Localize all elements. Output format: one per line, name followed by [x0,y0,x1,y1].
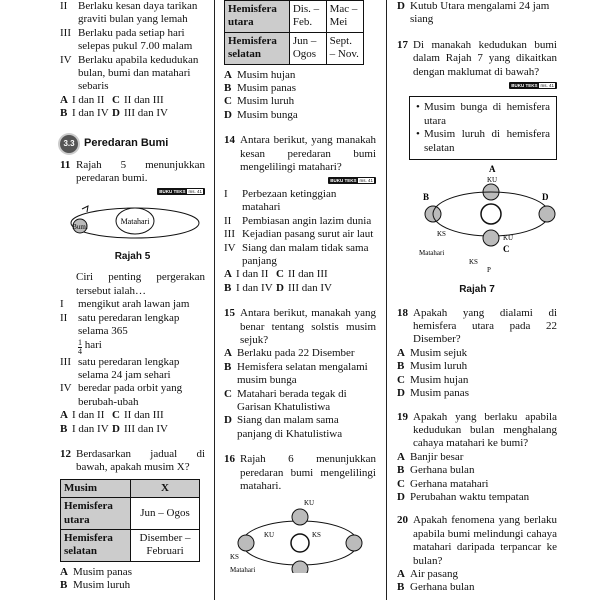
svg-text:D: D [542,192,549,203]
fraction-quarter: $\frac{1}{4}$ [78,337,82,356]
svg-text:B: B [423,192,430,203]
question-15: 15 Antara berikut, manakah yang benar tentang solstis musim sejuk? [224,307,376,346]
svg-text:KS: KS [230,553,239,562]
figure-caption: Rajah 7 [459,284,495,296]
question-20: 20 Apakah fenomena yang berlaku apabila bumi melindungi cahaya matahari daripada terpancar ke bulan? [397,514,557,567]
column-divider [214,0,215,600]
svg-text:KU: KU [487,176,498,185]
sun-label: Matahari [120,216,150,226]
section-heading [60,135,205,153]
svg-text:Matahari: Matahari [230,566,256,574]
diagram-rajah-7 [397,160,557,280]
question-17: 17 Di manakah kedudukan bumi dalam Rajah 7 yang dikaitkan dengan maklumat di bawah? [397,38,557,78]
svg-text:KS: KS [469,258,478,267]
question-16: 16 Rajah 6 menunjukkan peredaran bumi mengelilingi matahari. [224,453,376,492]
section-number: 3.3 [60,135,78,153]
earth-label: Bumi [72,222,88,231]
question-12: 12 Berdasarkan jadual di bawah, apakah musim X? [60,447,205,474]
question-14: 14 Antara berikut, yang manakah kesan peredaran bumi mengelilingi matahari? [224,134,376,174]
textbook-badge: BUKU TEKS ms. 41 [157,188,205,195]
svg-text:Matahari: Matahari [419,249,445,258]
column-divider [386,0,387,600]
figure-caption: Rajah 5 [114,251,151,263]
svg-text:C: C [503,244,510,255]
column-3: D Kutub Utara mengalami 24 jam siang 17 Di manakah kedudukan bumi dalam Rajah 7 yang dikaitkan dengan maklumat di bawah? BUKU TEKS ms. 41 • Musim bunga di hemisfera utara • Musim luruh di hemisfera selatan A KU B D C KS KU KS P Matahari Rajah 7 18 Apakah yang dialami di hemisfera utara pada 22 Disember? A Musim sejuk B Musim luruh C Musim hujan D Musim panas 19 Apakah yang berlaku apabila kedudukan bulan menghalang cahaya matahari ke bumi? A Banjir besar B Gerhana bulan C Gerhana matahari D Perubahan waktu tempatan 20 Apakah fenomena yang berlaku apabila bumi melindungi cahaya matahari daripada terpancar ke bulan? A Air pasang B Gerhana bulan [397,0,557,594]
svg-text:KU: KU [304,499,315,508]
column-2: Hemisfera utara Dis. – Feb. Mac – Mei Hemisfera selatan Jun – Ogos Sept. – Nov. A Musim hujan B Musim panas C Musim luruh D Musim bunga 14 Antara berikut, yang manakah kesan peredaran bumi mengelilingi matahari? BUKU TEKS ms. 41 I Perbezaan ketinggian matahari II Pembiasan angin lazim dunia III Kejadian pasang surut air laut IV Siang dan malam tidak sama panjang A I dan II C II dan III B I dan IV D III dan IV 15 Antara berikut, manakah yang benar tentang solstis musim sejuk? A Berlaku pada 22 Disember B Hemisfera selatan mengalami musim bunga C Matahari berada tegak di Garisan Khatulistiwa D Siang dan malam sama panjang di Khatulistiwa 16 Rajah 6 menunjukkan peredaran bumi mengelilingi matahari. KU KU KS KS Matahari [224,0,376,578]
svg-text:KS: KS [312,531,321,540]
seasons-table-continued: Hemisfera utara Dis. – Feb. Mac – Mei Hemisfera selatan Jun – Ogos Sept. – Nov. [224,0,364,65]
svg-text:KS: KS [437,230,446,239]
svg-text:P: P [487,266,491,275]
diagram-rajah-6 [224,493,376,573]
question-18: 18 Apakah yang dialami di hemisfera utara pada 22 Disember? [397,306,557,346]
question-11: 11 Rajah 5 menunjukkan peredaran bumi. [60,158,205,185]
info-box: • Musim bunga di hemisfera utara • Musim luruh di hemisfera selatan [409,96,557,160]
question-19: 19 Apakah yang berlaku apabila kedudukan bulan menghalang cahaya matahari ke bumi? [397,410,557,450]
seasons-table: Musim X Hemisfera utara Jun – Ogos Hemisfera selatan Disember – Februari [60,479,200,562]
answer-options: B I dan IV D III dan IV [60,107,168,120]
previous-question-options: II Berlaku kesan daya tarikan graviti bulan yang lemah III Berlaku pada setiap hari selepas pukul 7.00 malam IV Berlaku apabila kedudukan bulan, bumi dan matahari sebaris [60,0,199,93]
diagram-rajah-5 [60,199,205,247]
answer-options: A I dan II C II dan III [60,93,164,106]
svg-text:A: A [489,164,496,175]
svg-text:KU: KU [264,531,275,540]
svg-text:KU: KU [503,234,514,243]
column-1: II Berlaku kesan daya tarikan graviti bulan yang lemah III Berlaku pada setiap hari selepas pukul 7.00 malam IV Berlaku apabila kedudukan bulan, bumi dan matahari sebaris A I dan II C II dan III B I dan IV D III dan IV 3.3 Peredaran Bumi 11 Rajah 5 menunjukkan peredaran bumi. BUKU TEKS ms. 41 Matahari Bumi Rajah 5 Ciri penting pergerakan tersebut ialah… I mengikut arah lawan jam II satu peredaran lengkap selama 365 $\frac{1}{4}$ hari III satu peredaran lengkap selama 24 jam sehari IV beredar pada orbit yang berubah-ubah A I dan II C II dan III B I dan IV D III dan IV 12 Berdasarkan jadual di bawah, apakah musim X? Musim X Hemisfera utara Jun – Ogos Hemisfera selatan Disember – Februari A Musim panas B Musim luruh [60,0,205,592]
section-title: Peredaran Bumi [84,136,169,149]
